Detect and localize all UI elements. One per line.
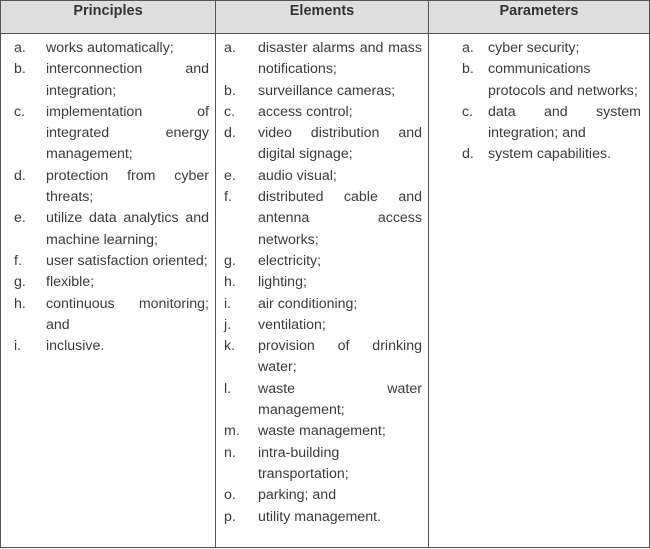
- list-marker: c.: [14, 103, 26, 120]
- list-item-text: flexible;: [46, 274, 95, 291]
- list-item-text: inclusive.: [46, 338, 105, 355]
- list-marker: c.: [224, 103, 236, 120]
- list-marker: m.: [224, 423, 240, 440]
- list-item: [216, 507, 428, 528]
- list-item: [1, 166, 215, 209]
- list-item: [216, 315, 428, 336]
- list-item-text: access control;: [258, 103, 353, 120]
- list-marker: p.: [224, 508, 236, 525]
- list-item-text: system capabilities.: [488, 146, 612, 163]
- list-item: [216, 38, 428, 81]
- list-item-text: waste management;: [258, 423, 386, 440]
- list-marker: a.: [462, 40, 474, 56]
- parameters-list: [429, 38, 649, 166]
- list-marker: f.: [14, 252, 22, 269]
- list-item-text: communications protocols and networks;: [488, 61, 638, 99]
- list-item: [1, 294, 215, 337]
- list-marker: g.: [14, 274, 26, 291]
- list-item-text: ventilation;: [258, 316, 326, 333]
- principles-cell: [1, 34, 216, 548]
- list-marker: g.: [224, 252, 236, 269]
- list-item: [429, 38, 649, 59]
- list-marker: f.: [224, 189, 232, 206]
- list-marker: d.: [14, 167, 26, 184]
- list-item-text: intra-building transportation;: [258, 444, 349, 482]
- list-item: [429, 59, 649, 102]
- list-item-text: data and system integration; and: [488, 103, 641, 142]
- list-marker: k.: [224, 338, 236, 355]
- list-marker: a.: [14, 40, 26, 56]
- list-item: [216, 379, 428, 422]
- header-row: [1, 1, 650, 34]
- list-item: [1, 208, 215, 251]
- list-marker: j.: [224, 316, 232, 333]
- list-item: [1, 251, 215, 272]
- list-item: [1, 272, 215, 293]
- list-marker: e.: [224, 167, 236, 184]
- list-item: [216, 272, 428, 293]
- list-item-text: continuous monitoring; and: [46, 295, 209, 333]
- list-marker: h.: [14, 295, 26, 312]
- list-item-text: waste water management;: [258, 380, 422, 419]
- list-item-text: utility management.: [258, 508, 382, 525]
- list-item-text: implementation of integrated energy management;: [46, 103, 209, 163]
- body-row: [1, 34, 650, 548]
- list-item: [216, 166, 428, 187]
- parameters-cell: [429, 34, 650, 548]
- list-item-text: works automatically;: [46, 40, 174, 56]
- list-marker: b.: [462, 61, 474, 78]
- list-item: [216, 421, 428, 442]
- list-item: [1, 38, 215, 59]
- list-item-text: utilize data analytics and machine learning;: [46, 210, 209, 248]
- list-marker: n.: [224, 444, 236, 461]
- list-item-text: lighting;: [258, 274, 307, 291]
- list-item-text: protection from cyber threats;: [46, 167, 209, 206]
- list-marker: h.: [224, 274, 236, 291]
- list-item-text: user satisfaction oriented;: [46, 252, 208, 269]
- list-item: [216, 294, 428, 315]
- list-item: [216, 123, 428, 166]
- principles-list: [1, 38, 215, 357]
- list-marker: i.: [224, 295, 232, 312]
- list-item-text: surveillance cameras;: [258, 82, 396, 99]
- header-elements: Elements: [216, 1, 429, 34]
- list-item: [216, 187, 428, 251]
- list-item: [1, 102, 215, 166]
- list-marker: d.: [224, 125, 236, 142]
- list-item-text: video distribution and digital signage;: [258, 125, 422, 163]
- list-item: [1, 59, 215, 102]
- list-item-text: disaster alarms and mass notifications;: [258, 40, 422, 78]
- list-item: [216, 102, 428, 123]
- list-marker: d.: [462, 146, 474, 163]
- elements-list: [216, 38, 428, 528]
- list-item-text: provision of drinking water;: [258, 338, 422, 376]
- list-marker: e.: [14, 210, 26, 227]
- list-item-text: cyber security;: [488, 40, 580, 56]
- list-item-text: distributed cable and antenna access networks;: [258, 189, 422, 248]
- list-item: [216, 485, 428, 506]
- list-item-text: interconnection and integration;: [46, 61, 209, 99]
- list-marker: l.: [224, 380, 232, 397]
- list-marker: a.: [224, 40, 236, 56]
- list-item: [216, 443, 428, 486]
- list-item: [1, 336, 215, 357]
- list-item-text: parking; and: [258, 487, 337, 504]
- list-marker: b.: [14, 61, 26, 78]
- list-item: [216, 336, 428, 379]
- list-marker: b.: [224, 82, 236, 99]
- list-item-text: air conditioning;: [258, 295, 358, 312]
- header-principles: Principles: [1, 1, 216, 34]
- list-item: [429, 144, 649, 165]
- list-item: [216, 81, 428, 102]
- header-parameters: Parameters: [429, 1, 650, 34]
- list-item-text: electricity;: [258, 252, 322, 269]
- list-item-text: audio visual;: [258, 167, 337, 184]
- list-marker: o.: [224, 487, 236, 504]
- list-marker: c.: [462, 103, 474, 120]
- elements-cell: [216, 34, 429, 548]
- list-item: [216, 251, 428, 272]
- list-item: [429, 102, 649, 145]
- list-marker: i.: [14, 338, 22, 355]
